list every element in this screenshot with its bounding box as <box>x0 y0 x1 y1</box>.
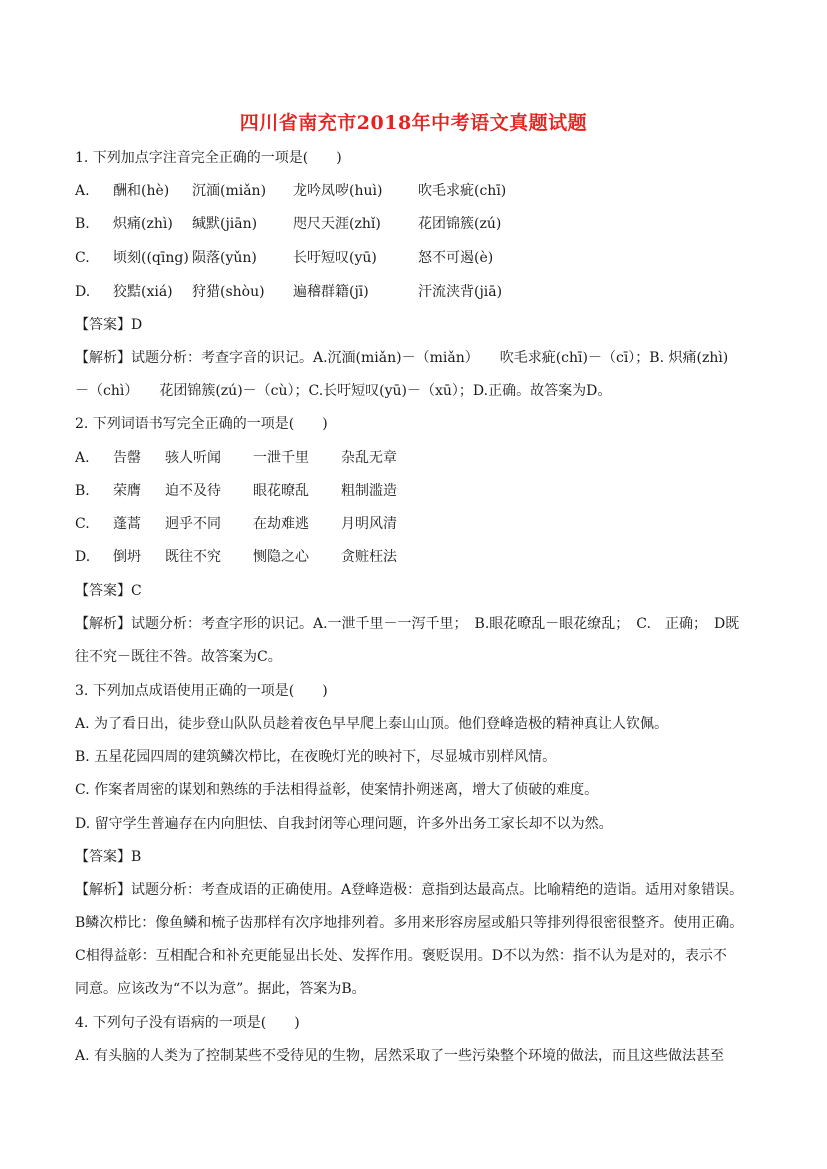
q3-option-b: B. 五星花园四周的建筑鳞次栉比，在夜晚灯光的映衬下，尽显城市别样风情。 <box>75 749 557 765</box>
option-item: 汗流浃背(jiā) <box>418 284 503 300</box>
analysis-line: 往不究－既往不咎。故答案为C。 <box>75 649 282 665</box>
q2-answer: 【答案】C <box>75 583 142 599</box>
q3-stem: 3. 下列加点成语使用正确的一项是( ) <box>75 683 328 699</box>
option-item: 怒不可遏(è) <box>418 250 494 266</box>
option-item: 在劫难逃 <box>253 516 309 532</box>
option-label: B. <box>75 483 90 499</box>
option-item: 长吁短叹(yū) <box>293 250 377 266</box>
option-item: 贪赃枉法 <box>341 549 397 565</box>
option-item: 咫尺天涯(zhǐ) <box>293 216 381 232</box>
option-item: 杂乱无章 <box>341 450 397 466</box>
option-item: 粗制滥造 <box>341 483 397 499</box>
option-item: 遍稽群籍(jī) <box>293 284 369 300</box>
option-item: 吹毛求疵(chī) <box>418 183 507 199</box>
option-item: 倒坍 <box>113 549 141 565</box>
option-item: 沉湎(miǎn) <box>192 183 267 199</box>
analysis-line: 【解析】试题分析：考查字音的识记。A.沉湎(miǎn)－（miǎn） 吹毛求疵(chī)－（cī）；B. 炽痛(zhì) <box>75 350 729 366</box>
analysis-line: 同意。应该改为“不以为意”。据此，答案为B。 <box>75 981 366 997</box>
option-item: 告罄 <box>113 450 141 466</box>
option-label: A. <box>75 183 90 199</box>
option-item: 炽痛(zhì) <box>113 216 173 232</box>
q1-analysis <box>75 348 755 414</box>
option-item: 一泄千里 <box>253 450 309 466</box>
option-label: C. <box>75 250 90 266</box>
option-label: A. <box>75 450 90 466</box>
option-label: D. <box>75 284 91 300</box>
option-item: 月明风清 <box>341 516 397 532</box>
option-item: 顷刻((qīng) <box>113 250 189 266</box>
option-label: B. <box>75 216 90 232</box>
analysis-line: C相得益彰：互相配合和补充更能显出长处、发挥作用。褒贬误用。D不以为然：指不认为是对的，表示不 <box>75 948 727 964</box>
option-item: 缄默(jiān) <box>192 216 258 232</box>
q1-stem: 1. 下列加点字注音完全正确的一项是( ) <box>75 150 342 166</box>
q3-option-a: A. 为了看日出，徒步登山队队员趁着夜色早早爬上泰山山顶。他们登峰造极的精神真让人钦佩。 <box>75 716 669 732</box>
option-item: 龙吟凤哕(huì) <box>293 183 383 199</box>
option-label: D. <box>75 549 91 565</box>
option-item: 狡黠(xiá) <box>113 284 173 300</box>
q3-option-c: C. 作案者周密的谋划和熟练的手法相得益彰，使案情扑朔迷离，增大了侦破的难度。 <box>75 782 599 798</box>
q1-option-d <box>75 282 502 302</box>
page-title: 四川省南充市2018年中考语文真题试题 <box>239 112 588 134</box>
option-item: 荣膺 <box>113 483 141 499</box>
q2-option-a <box>75 448 397 468</box>
q1-option-b <box>75 214 501 234</box>
q4-stem: 4. 下列句子没有语病的一项是( ) <box>75 1015 300 1031</box>
option-item: 蓬蒿 <box>113 516 141 532</box>
q2-option-d <box>75 547 397 567</box>
analysis-line: 【解析】试题分析：考查字形的识记。A.一泄千里－一泻千里； B.眼花暸乱－眼花缭乱； C. 正确； D既 <box>75 616 740 632</box>
q3-answer: 【答案】B <box>75 849 142 865</box>
option-item: 酬和(hè) <box>113 183 170 199</box>
analysis-line: 【解析】试题分析：考查成语的正确使用。A登峰造极：意指到达最高点。比喻精绝的造诣。适用对象错误。 <box>75 882 744 898</box>
option-item: 迥乎不同 <box>165 516 221 532</box>
analysis-line: －（chì） 花团锦簇(zú)－（cù）；C.长吁短叹(yū)－（xū）；D.正确。故答案为D。 <box>75 383 612 399</box>
q2-option-b <box>75 481 397 501</box>
q2-option-c <box>75 514 397 534</box>
option-item: 狩猎(shòu) <box>192 284 265 300</box>
q2-analysis <box>75 614 755 680</box>
option-item: 花团锦簇(zú) <box>418 216 502 232</box>
q1-option-a <box>75 181 506 201</box>
analysis-line: B鳞次栉比：像鱼鳞和梳子齿那样有次序地排列着。多用来形容房屋或船只等排列得很密很整齐。使用正确。 <box>75 915 744 931</box>
option-label: C. <box>75 516 90 532</box>
q1-answer: 【答案】D <box>75 317 143 333</box>
option-item: 迫不及待 <box>165 483 221 499</box>
option-item: 既往不究 <box>165 549 221 565</box>
q4-option-a: A. 有头脑的人类为了控制某些不受待见的生物，居然采取了一些污染整个环境的做法，而且这些做法甚至 <box>75 1048 725 1064</box>
q3-option-d: D. 留守学生普遍存在内向胆怯、自我封闭等心理问题，许多外出务工家长却不以为然。 <box>75 816 613 832</box>
option-item: 恻隐之心 <box>253 549 309 565</box>
option-item: 骇人听闻 <box>165 450 221 466</box>
q3-analysis <box>75 880 755 1012</box>
option-item: 眼花暸乱 <box>253 483 309 499</box>
q1-option-c <box>75 248 493 268</box>
q2-stem: 2. 下列词语书写完全正确的一项是( ) <box>75 416 328 432</box>
option-item: 陨落(yǔn) <box>192 250 257 266</box>
